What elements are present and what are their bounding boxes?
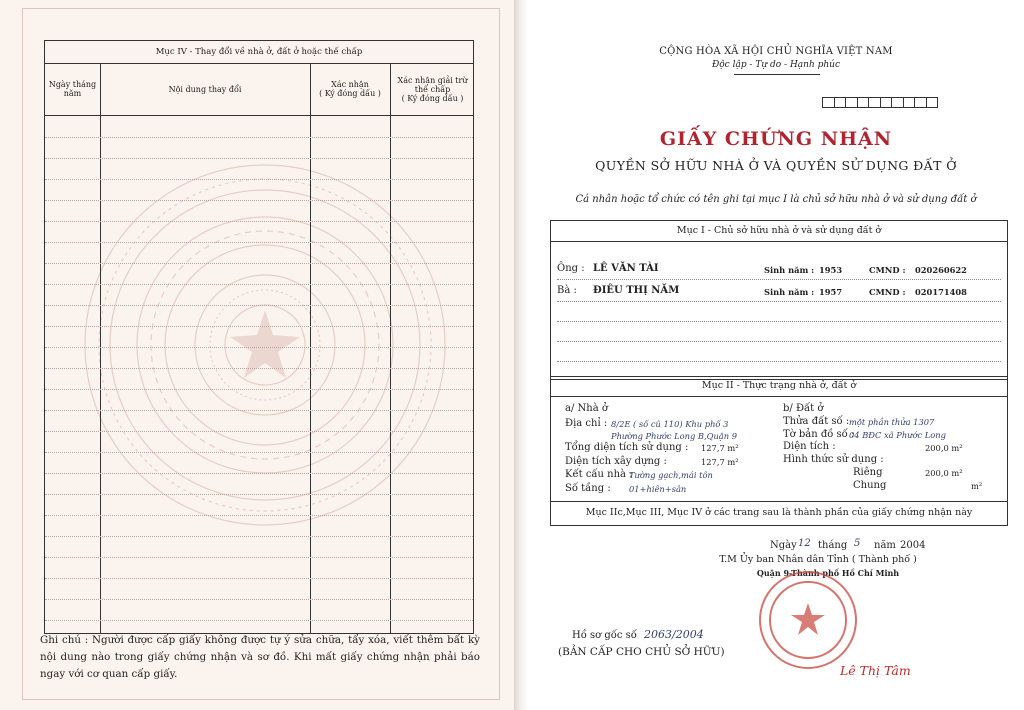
owner-1-name: LÊ VĂN TÀI: [593, 263, 659, 274]
address-line-1: 8/2E ( số cũ 110) Khu phố 3: [611, 419, 729, 429]
column-header-release-line1: Xác nhận giải trừ: [397, 75, 468, 85]
ruled-line: [45, 305, 473, 306]
private-label: Riêng: [853, 467, 883, 478]
date-month: 5: [854, 538, 861, 549]
ruled-line: [45, 557, 473, 558]
right-page: [528, 0, 1024, 710]
dotted-line: [557, 361, 1001, 362]
ruled-line: [45, 179, 473, 180]
note-paragraph: [40, 632, 480, 683]
address-line-2: Phường Phước Long B,Quận 9: [611, 431, 737, 441]
ruled-line: [45, 515, 473, 516]
motto: Độc lập - Tự do - Hạnh phúc: [711, 60, 841, 70]
dotted-line: [557, 301, 1001, 302]
ruled-line: [45, 431, 473, 432]
ruled-line: [45, 242, 473, 243]
date-year-label: năm: [874, 540, 896, 551]
official-seal-stamp: [753, 565, 863, 675]
column-header-date: [45, 63, 100, 115]
ruled-line: [45, 158, 473, 159]
section-i-rule: [551, 241, 1007, 242]
owner-2-name: ĐIÊU THỊ NĂM: [593, 285, 680, 296]
dotted-line: [557, 279, 1001, 280]
authority-label: T.M Ủy ban Nhân dân Tỉnh ( Thành phố ): [719, 554, 917, 565]
file-number: 2063/2004: [644, 628, 704, 641]
ruled-line: [45, 263, 473, 264]
owner-1-id-label: CMND :: [869, 265, 906, 275]
usable-area-value: 127,7 m²: [701, 443, 739, 453]
plot-label: Thửa đất số :: [783, 416, 850, 427]
plot-value: một phần thửa 1307: [849, 417, 935, 427]
owner-1-id: 020260622: [915, 265, 967, 275]
land-heading: b/ Đất ở: [783, 403, 824, 414]
private-value: 200,0 m²: [925, 468, 963, 478]
map-value: 04 BĐC xã Phước Long: [849, 430, 946, 440]
file-label: Hồ sơ gốc số: [572, 630, 637, 641]
ruled-line: [45, 578, 473, 579]
floors-label: Số tầng :: [565, 483, 611, 494]
shared-value: m²: [971, 481, 983, 491]
copy-note: (BẢN CẤP CHO CHỦ SỞ HỮU): [558, 646, 725, 658]
column-divider: [310, 63, 311, 633]
section-ii-bottom-rule: [551, 501, 1007, 502]
changes-table: [44, 40, 474, 634]
ruled-line: [45, 410, 473, 411]
ruled-line: [45, 137, 473, 138]
column-header-confirm-line1: Xác nhận: [331, 80, 369, 89]
owner-1-birth-label: Sinh năm :: [764, 265, 815, 275]
ruled-line: [45, 452, 473, 453]
note-label: Ghi chú :: [40, 634, 89, 646]
certificate-title: GIẤY CHỨNG NHẬN: [659, 128, 893, 150]
owner-2-birth: 1957: [819, 287, 843, 297]
section-i-title: Mục I - Chủ sở hữu nhà ở và sử dụng đất ở: [676, 225, 882, 236]
structure-value: Tường gạch,mái tôn: [629, 470, 713, 480]
floors-value: 01+hiên+sân: [629, 484, 687, 494]
dotted-line: [557, 321, 1001, 322]
column-header-confirm-line2: ( Ký đóng dấu ): [319, 89, 381, 98]
column-divider: [100, 63, 101, 633]
column-header-content-label: Nội dung thay đổi: [168, 84, 242, 94]
column-header-confirm: [310, 63, 390, 115]
motto-underline: [734, 74, 820, 75]
intro-text: Cá nhân hoặc tổ chức có tên ghi tại mục I là chủ sở hữu nhà ở và sử dụng đất ở: [575, 194, 977, 205]
date-year: 2004: [900, 540, 926, 551]
ruled-line: [45, 620, 473, 621]
authority-name: Quận 9-Thành phố Hồ Chí Minh: [756, 568, 900, 578]
note-text: Người được cấp giấy không được tự ý sửa chữa, tẩy xóa, viết thêm bất kỳ nội dung nào trong giấy chứng nhận và sơ đồ. Khi mất giấy chứng nhận phải báo ngay với cơ quan cấp giấy.: [40, 634, 480, 680]
built-area-label: Diện tích xây dựng :: [565, 456, 667, 467]
ruled-line: [45, 389, 473, 390]
ruled-line: [45, 347, 473, 348]
date-day-label: Ngày: [770, 540, 797, 551]
owner-2-birth-label: Sinh năm :: [764, 287, 815, 297]
column-header-release: [390, 63, 475, 115]
ruled-line: [45, 599, 473, 600]
column-header-date-line1: Ngày tháng: [48, 80, 97, 89]
signature-name: Lê Thị Tâm: [840, 663, 911, 678]
ruled-line: [45, 284, 473, 285]
ruled-line: [45, 473, 473, 474]
column-divider: [390, 63, 391, 633]
structure-label: Kết cấu nhà :: [565, 469, 633, 480]
land-area-label: Diện tích :: [783, 441, 836, 452]
dotted-line: [557, 341, 1001, 342]
map-label: Tờ bản đồ số :: [783, 429, 855, 440]
address-label: Địa chỉ :: [565, 418, 608, 429]
column-header-content: [100, 63, 310, 115]
page-spine: [514, 0, 528, 710]
serial-number-boxes: [822, 97, 937, 108]
owner-2-id-label: CMND :: [869, 287, 906, 297]
header-divider: [45, 115, 473, 116]
section-i-box: [550, 220, 1008, 380]
ruled-line: [45, 326, 473, 327]
column-header-release-line2: thế chấp: [414, 84, 451, 94]
footer-note: Mục IIc,Mục III, Mục IV ở các trang sau là thành phần của giấy chứng nhận này: [585, 507, 973, 518]
date-month-label: tháng: [818, 540, 848, 551]
nation-title: CỘNG HÒA XÃ HỘI CHỦ NGHĨA VIỆT NAM: [659, 46, 893, 57]
column-header-release-line3: ( Ký đóng dấu ): [401, 93, 464, 103]
use-form-label: Hình thức sử dụng :: [783, 454, 884, 465]
ruled-line: [45, 494, 473, 495]
owner-2-id: 020171408: [915, 287, 967, 297]
date-day: 12: [798, 538, 811, 549]
ruled-line: [45, 536, 473, 537]
section-ii-rule: [551, 396, 1007, 397]
certificate-subtitle: QUYỀN SỞ HỮU NHÀ Ở VÀ QUYỀN SỬ DỤNG ĐẤT Ở: [595, 158, 957, 173]
built-area-value: 127,7 m²: [701, 457, 739, 467]
owner-1-birth: 1953: [819, 265, 843, 275]
house-heading: a/ Nhà ở: [565, 403, 608, 414]
land-area-value: 200,0 m²: [925, 443, 963, 453]
section-ii-box: [550, 376, 1008, 526]
owner-2-prefix: Bà :: [557, 285, 577, 296]
ruled-line: [45, 368, 473, 369]
ruled-line: [45, 221, 473, 222]
section-ii-title: Mục II - Thực trạng nhà ở, đất ở: [701, 380, 857, 391]
column-header-date-line2: năm: [63, 89, 82, 98]
owner-1-prefix: Ông :: [557, 263, 585, 274]
usable-area-label: Tổng diện tích sử dụng :: [565, 442, 689, 453]
ruled-line: [45, 200, 473, 201]
shared-label: Chung: [853, 480, 887, 491]
section-iv-title: Mục IV - Thay đổi về nhà ở, đất ở hoặc thế chấp: [45, 41, 473, 64]
